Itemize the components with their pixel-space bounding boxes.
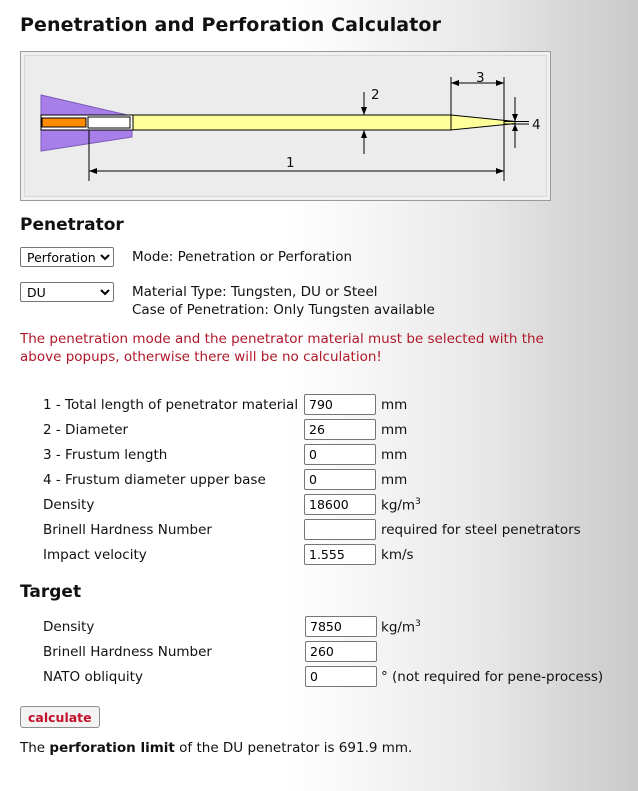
result-prefix: The [20, 740, 50, 756]
target-heading: Target [20, 582, 82, 602]
penetrator-diagram [20, 51, 551, 201]
selection-warning: The penetration mode and the penetrator material must be selected with the above popups, otherwise there will be no calculation! [20, 331, 544, 365]
nato-obliquity-input[interactable] [305, 666, 377, 687]
case-description: Case of Penetration: Only Tungsten available [132, 302, 435, 318]
frustum-diameter-input[interactable] [304, 469, 376, 490]
target-hardness-input[interactable] [305, 641, 377, 662]
unit-nato-obliquity: ° (not required for pene-process) [381, 669, 604, 685]
unit-exponent: 3 [415, 619, 421, 629]
label-target-hardness: Brinell Hardness Number [43, 644, 212, 660]
fin-lower [41, 127, 132, 151]
diameter-input[interactable] [304, 419, 376, 440]
dim-label-1: 1 [286, 155, 295, 171]
result-suffix: of the DU penetrator is 691.9 mm. [174, 740, 413, 756]
result-text [20, 740, 412, 756]
label-penetrator-hardness: Brinell Hardness Number [43, 522, 212, 538]
unit-text: kg/m [381, 497, 416, 514]
calculate-button[interactable]: calculate [20, 706, 100, 728]
target-density-input[interactable] [305, 616, 377, 637]
unit-text: kg/m [381, 619, 416, 636]
unit-frustum-diameter: mm [381, 472, 408, 488]
hint-penetrator-hardness: required for steel penetrators [381, 522, 581, 538]
rod-body [133, 115, 451, 130]
material-select[interactable] [20, 282, 114, 302]
unit-total-length: mm [381, 397, 408, 413]
unit-target-density [381, 619, 421, 636]
penetrator-heading: Penetrator [20, 215, 124, 235]
label-frustum-diameter: 4 - Frustum diameter upper base [43, 472, 266, 488]
label-total-length: 1 - Total length of penetrator material [43, 397, 299, 413]
label-penetrator-density: Density [43, 497, 95, 513]
unit-diameter: mm [381, 422, 408, 438]
unit-exponent: 3 [415, 497, 421, 507]
material-description: Material Type: Tungsten, DU or Steel [132, 284, 378, 300]
dim-label-2: 2 [371, 87, 380, 103]
unit-penetrator-density [381, 497, 421, 514]
label-nato-obliquity: NATO obliquity [43, 669, 143, 685]
frustum-length-input[interactable] [304, 444, 376, 465]
penetrator-density-input[interactable] [304, 494, 376, 515]
penetrator-drawing [21, 52, 550, 200]
unit-frustum-length: mm [381, 447, 408, 463]
label-target-density: Density [43, 619, 95, 635]
total-length-input[interactable] [304, 394, 376, 415]
penetrator-hardness-input[interactable] [304, 519, 376, 540]
page-title: Penetration and Perforation Calculator [20, 14, 442, 36]
impact-velocity-input[interactable] [304, 544, 376, 565]
result-emphasis: perforation limit [49, 740, 175, 756]
mode-description: Mode: Penetration or Perforation [132, 249, 353, 265]
mode-select[interactable] [20, 247, 114, 267]
label-frustum-length: 3 - Frustum length [43, 447, 168, 463]
label-impact-velocity: Impact velocity [43, 547, 147, 563]
core-insert [42, 118, 86, 127]
dim-label-3: 3 [476, 70, 485, 86]
rod-tip [451, 115, 515, 130]
unit-impact-velocity: km/s [381, 547, 414, 563]
label-diameter: 2 - Diameter [43, 422, 129, 438]
dim-label-4: 4 [532, 117, 541, 133]
